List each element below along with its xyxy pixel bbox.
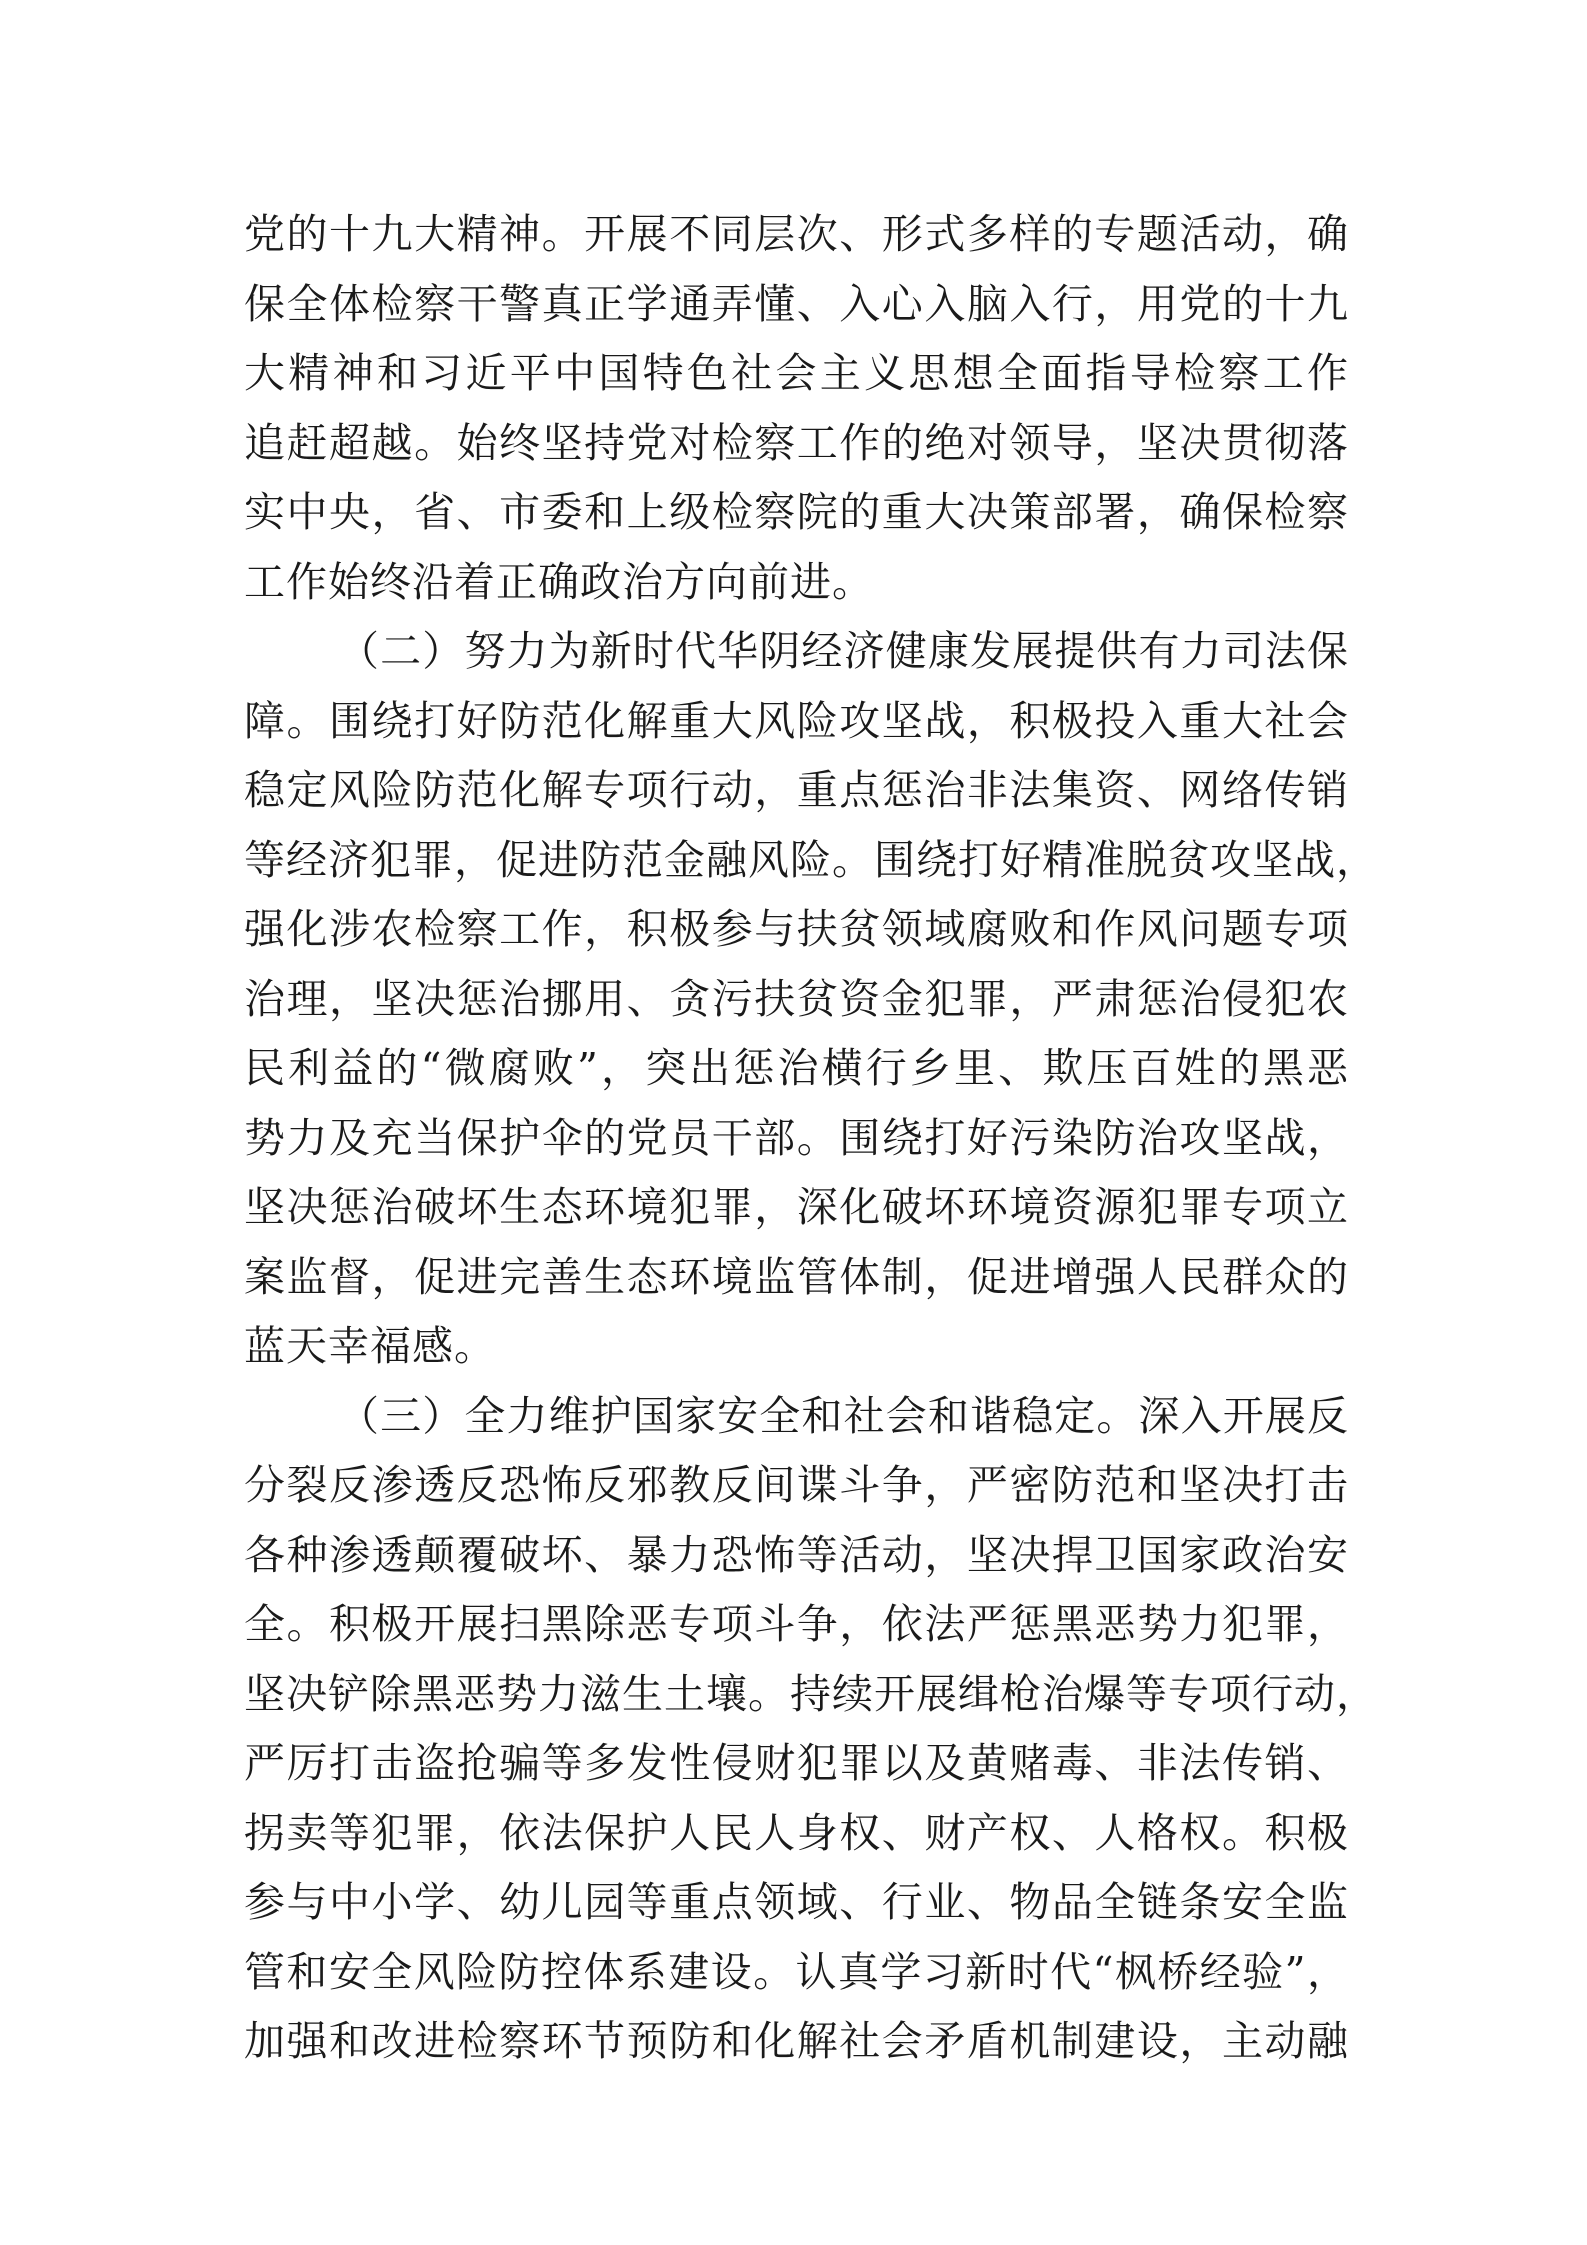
paragraph-line: 保全体检察干警真正学通弄懂、入心入脑入行，用党的十九	[244, 279, 1349, 328]
paragraph-line: 坚决铲除黑恶势力滋生土壤。持续开展缉枪治爆等专项行动，	[244, 1669, 1378, 1718]
paragraph-line: 民利益的“微腐败”，突出惩治横行乡里、欺压百姓的黑恶	[244, 1044, 1349, 1092]
document-page	[244, 200, 1378, 2077]
paragraph-line: 党的十九大精神。开展不同层次、形式多样的专题活动，确	[244, 210, 1349, 258]
paragraph-line: 治理，坚决惩治挪用、贪污扶贫资金犯罪，严肃惩治侵犯农	[244, 974, 1349, 1023]
paragraph-line: 强化涉农检察工作，积极参与扶贫领域腐败和作风问题专项	[244, 905, 1349, 953]
paragraph-1	[244, 200, 1349, 617]
paragraph-line: 坚决惩治破坏生态环境犯罪，深化破坏环境资源犯罪专项立	[244, 1183, 1349, 1231]
paragraph-line: 蓝天幸福感。	[244, 1322, 496, 1370]
paragraph-line: 案监督，促进完善生态环境监管体制，促进增强人民群众的	[244, 1252, 1349, 1301]
paragraph-line: 严厉打击盗抢骗等多发性侵财犯罪以及黄赌毒、非法传销、	[244, 1739, 1349, 1787]
paragraph-3	[244, 1382, 1378, 2077]
paragraph-line: 障。围绕打好防范化解重大风险攻坚战，积极投入重大社会	[244, 696, 1349, 745]
paragraph-line: 实中央，省、市委和上级检察院的重大决策部署，确保检察	[244, 488, 1349, 536]
paragraph-line: 全。积极开展扫黑除恶专项斗争，依法严惩黑恶势力犯罪，	[244, 1600, 1349, 1648]
paragraph-line: 等经济犯罪，促进防范金融风险。围绕打好精准脱贫攻坚战，	[244, 835, 1378, 884]
paragraph-line: 参与中小学、幼儿园等重点领域、行业、物品全链条安全监	[244, 1878, 1349, 1926]
paragraph-line: 拐卖等犯罪，依法保护人民人身权、财产权、人格权。积极	[244, 1808, 1349, 1857]
paragraph-line: 管和安全风险防控体系建设。认真学习新时代“枫桥经验”，	[244, 1947, 1349, 1996]
paragraph-line: 势力及充当保护伞的党员干部。围绕打好污染防治攻坚战，	[244, 1113, 1349, 1162]
paragraph-line: 大精神和习近平中国特色社会主义思想全面指导检察工作	[244, 349, 1349, 397]
paragraph-line: 工作始终沿着正确政治方向前进。	[244, 557, 874, 606]
paragraph-line: 追赶超越。始终坚持党对检察工作的绝对领导，坚决贯彻落	[244, 418, 1349, 467]
paragraph-line: 稳定风险防范化解专项行动，重点惩治非法集资、网络传销	[244, 766, 1349, 814]
paragraph-2	[244, 617, 1378, 1382]
paragraph-line: 各种渗透颠覆破坏、暴力恐怖等活动，坚决捍卫国家政治安	[244, 1530, 1349, 1579]
paragraph-line: 加强和改进检察环节预防和化解社会矛盾机制建设，主动融	[244, 2017, 1349, 2065]
paragraph-heading-line: （三）全力维护国家安全和社会和谐稳定。深入开展反	[338, 1391, 1349, 1440]
paragraph-line: 分裂反渗透反恐怖反邪教反间谍斗争，严密防范和坚决打击	[244, 1461, 1349, 1509]
paragraph-heading-line: （二）努力为新时代华阴经济健康发展提供有力司法保	[338, 627, 1349, 675]
